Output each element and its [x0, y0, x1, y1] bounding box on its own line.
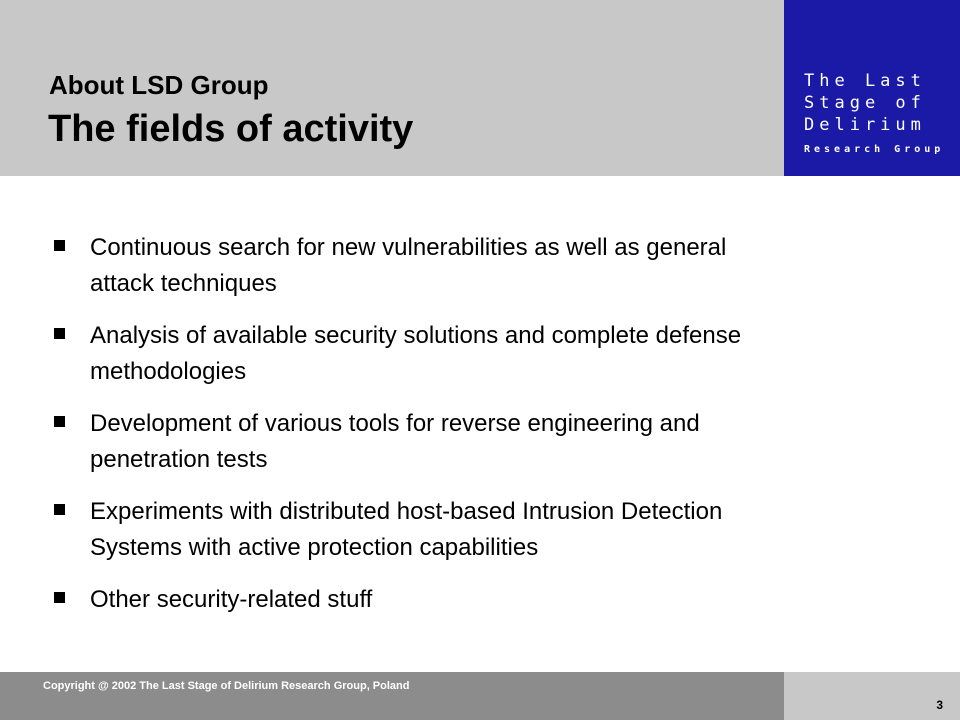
- bullet-item: [48, 406, 788, 478]
- brand-line-1: The Last: [804, 71, 926, 91]
- copyright-notice: Copyright @ 2002 The Last Stage of Delirium Research Group, Poland: [43, 680, 410, 692]
- square-bullet-icon: [54, 592, 65, 603]
- slide-kicker: About LSD Group: [49, 70, 269, 100]
- square-bullet-icon: [54, 240, 65, 251]
- bullet-text: Analysis of available security solutions and complete defense methodologies: [90, 322, 742, 385]
- bullet-item: [48, 582, 788, 618]
- page-number: 3: [936, 698, 943, 712]
- bullet-list: [48, 230, 788, 634]
- brand-line-3: Delirium: [804, 115, 926, 135]
- brand-line-2: Stage of: [804, 93, 926, 113]
- bullet-item: [48, 230, 788, 302]
- square-bullet-icon: [54, 416, 65, 427]
- brand-logo-block: [784, 0, 960, 176]
- bullet-item: [48, 318, 788, 390]
- bullet-text: Development of various tools for reverse engineering and penetration tests: [90, 410, 700, 473]
- bullet-text: Other security-related stuff: [90, 586, 373, 613]
- brand-logo: [804, 70, 944, 155]
- bullet-text: Continuous search for new vulnerabilities as well as general attack techniques: [90, 234, 727, 297]
- brand-subtitle: Research Group: [804, 144, 945, 155]
- square-bullet-icon: [54, 328, 65, 339]
- footer-page-area: [784, 672, 960, 720]
- bullet-text: Experiments with distributed host-based Intrusion Detection Systems with active protection capabilities: [90, 498, 723, 561]
- square-bullet-icon: [54, 504, 65, 515]
- bullet-item: [48, 494, 788, 566]
- slide-title: The fields of activity: [48, 108, 414, 150]
